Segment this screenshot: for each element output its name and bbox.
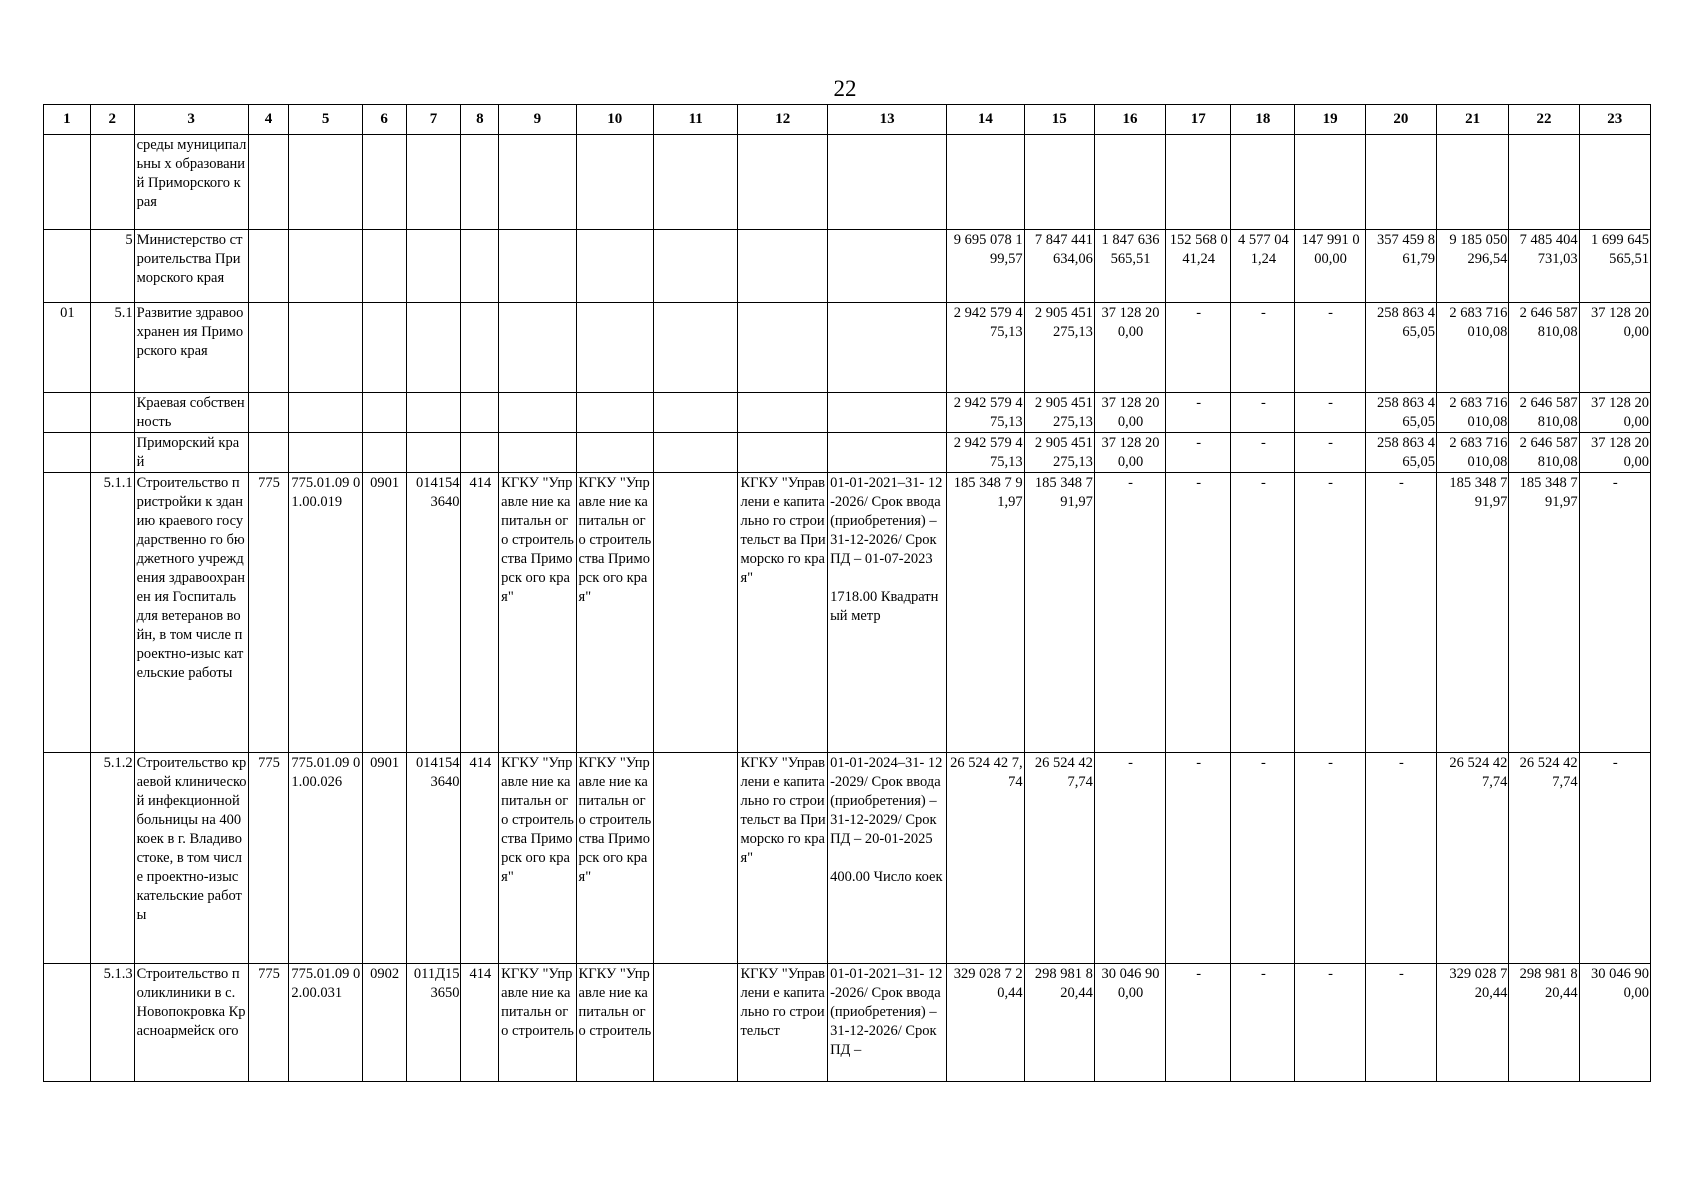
table-cell-col-18: - (1231, 393, 1295, 433)
table-cell-col-9 (499, 393, 576, 433)
column-header-15: 15 (1024, 105, 1094, 135)
table-cell-col-8 (461, 135, 499, 230)
table-cell-col-23 (1579, 135, 1650, 230)
table-cell-col-4 (248, 393, 289, 433)
table-cell-col-8: 414 (461, 473, 499, 753)
column-header-16: 16 (1094, 105, 1165, 135)
table-cell-col-21: 9 185 050 296,54 (1437, 230, 1509, 303)
table-cell-col-8 (461, 303, 499, 393)
table-row (44, 964, 1651, 1082)
column-header-2: 2 (90, 105, 134, 135)
table-cell-col-9 (499, 135, 576, 230)
column-header-8: 8 (461, 105, 499, 135)
table-cell-col-6: 0901 (362, 753, 406, 964)
table-cell-col-7 (406, 230, 461, 303)
table-cell-col-5 (289, 135, 362, 230)
table-cell-col-3: Приморский край (134, 433, 248, 473)
table-cell-col-21: 185 348 7 91,97 (1437, 473, 1509, 753)
table-cell-col-15: 2 905 451 275,13 (1024, 303, 1094, 393)
table-cell-col-22: 7 485 404 731,03 (1509, 230, 1579, 303)
table-cell-col-5 (289, 433, 362, 473)
table-cell-col-18: - (1231, 303, 1295, 393)
table-cell-col-12 (738, 433, 828, 473)
table-cell-col-5: 775.01.09 02.00.031 (289, 964, 362, 1082)
table-cell-col-6 (362, 303, 406, 393)
table-cell-col-20 (1365, 135, 1436, 230)
table-cell-col-3: Развитие здравоохранен ия Приморского края (134, 303, 248, 393)
table-cell-col-22: 298 981 8 20,44 (1509, 964, 1579, 1082)
table-cell-col-19: - (1295, 753, 1365, 964)
table-cell-col-9 (499, 230, 576, 303)
table-cell-col-15 (1024, 135, 1094, 230)
table-cell-col-10 (576, 303, 653, 393)
column-header-21: 21 (1437, 105, 1509, 135)
table-cell-col-13 (828, 393, 947, 433)
column-header-6: 6 (362, 105, 406, 135)
table-cell-col-15: 185 348 7 91,97 (1024, 473, 1094, 753)
table-cell-col-14: 185 348 7 91,97 (947, 473, 1024, 753)
table-cell-col-7: 011Д15 3650 (406, 964, 461, 1082)
table-cell-col-12 (738, 230, 828, 303)
table-cell-col-13 (828, 433, 947, 473)
table-cell-col-22 (1509, 135, 1579, 230)
table-cell-col-19: - (1295, 433, 1365, 473)
table-cell-col-9: КГКУ "Управле ние капитальн ого строитель (499, 964, 576, 1082)
table-cell-col-23: - (1579, 473, 1650, 753)
table-cell-col-23: 37 128 20 0,00 (1579, 433, 1650, 473)
table-cell-col-11 (653, 303, 738, 393)
table-cell-col-17: - (1166, 303, 1231, 393)
table-cell-col-16: 37 128 20 0,00 (1094, 393, 1165, 433)
column-header-17: 17 (1166, 105, 1231, 135)
table-cell-col-20: 258 863 4 65,05 (1365, 393, 1436, 433)
table-cell-col-11 (653, 473, 738, 753)
table-cell-col-18: - (1231, 433, 1295, 473)
table-cell-col-20: - (1365, 964, 1436, 1082)
table-cell-col-17: - (1166, 753, 1231, 964)
column-header-9: 9 (499, 105, 576, 135)
table-cell-col-17: - (1166, 433, 1231, 473)
table-cell-col-1 (44, 433, 91, 473)
table-cell-col-8 (461, 393, 499, 433)
table-row (44, 303, 1651, 393)
table-cell-col-12 (738, 303, 828, 393)
table-cell-col-20: 357 459 8 61,79 (1365, 230, 1436, 303)
table-cell-col-7 (406, 135, 461, 230)
table-cell-col-13: 01-01-2024–31- 12-2029/ Срок ввода (приобретения) – 31-12-2029/ Срок ПД – 20-01-2025 400.00 Число коек (828, 753, 947, 964)
column-header-13: 13 (828, 105, 947, 135)
table-cell-col-11 (653, 135, 738, 230)
table-cell-col-10 (576, 230, 653, 303)
table-cell-col-13 (828, 135, 947, 230)
column-header-3: 3 (134, 105, 248, 135)
table-cell-col-17: - (1166, 473, 1231, 753)
table-cell-col-6 (362, 230, 406, 303)
table-cell-col-22: 2 646 587 810,08 (1509, 433, 1579, 473)
table-cell-col-23: 30 046 90 0,00 (1579, 964, 1650, 1082)
table-cell-col-4 (248, 433, 289, 473)
table-cell-col-6: 0901 (362, 473, 406, 753)
table-cell-col-12: КГКУ "Управлени е капитально го строительст ва Приморско го края" (738, 473, 828, 753)
table-cell-col-10 (576, 433, 653, 473)
table-cell-col-19 (1295, 135, 1365, 230)
table-cell-col-18: 4 577 04 1,24 (1231, 230, 1295, 303)
table-cell-col-4: 775 (248, 753, 289, 964)
table-cell-col-16: 30 046 90 0,00 (1094, 964, 1165, 1082)
table-cell-col-5 (289, 393, 362, 433)
table-cell-col-12: КГКУ "Управлени е капитально го строительст (738, 964, 828, 1082)
table-cell-col-15: 7 847 441 634,06 (1024, 230, 1094, 303)
page-number: 22 (833, 76, 857, 101)
table-cell-col-5 (289, 303, 362, 393)
table-cell-col-13: 01-01-2021–31- 12-2026/ Срок ввода (приобретения) – 31-12-2026/ Срок ПД – (828, 964, 947, 1082)
table-cell-col-1 (44, 135, 91, 230)
table-cell-col-8 (461, 433, 499, 473)
table-cell-col-21: 2 683 716 010,08 (1437, 303, 1509, 393)
table-cell-col-12: КГКУ "Управлени е капитально го строительст ва Приморско го края" (738, 753, 828, 964)
table-cell-col-21: 2 683 716 010,08 (1437, 393, 1509, 433)
table-cell-col-7: 014154 3640 (406, 473, 461, 753)
table-cell-col-16: - (1094, 473, 1165, 753)
table-cell-col-19: - (1295, 303, 1365, 393)
table-cell-col-3: среды муниципальны х образований Приморского края (134, 135, 248, 230)
table-cell-col-20: 258 863 4 65,05 (1365, 433, 1436, 473)
budget-table (43, 104, 1651, 1082)
table-cell-col-8: 414 (461, 753, 499, 964)
table-cell-col-23: 37 128 20 0,00 (1579, 303, 1650, 393)
table-cell-col-3: Строительство пристройки к зданию краевого государственно го бюджетного учреждения здравоохранен ия Госпиталь для ветеранов войн, в том числе проектно-изыс кательские работы (134, 473, 248, 753)
table-cell-col-16: - (1094, 753, 1165, 964)
table-cell-col-1 (44, 753, 91, 964)
table-cell-col-21 (1437, 135, 1509, 230)
table-cell-col-2: 5.1.2 (90, 753, 134, 964)
table-cell-col-22: 2 646 587 810,08 (1509, 393, 1579, 433)
table-cell-col-8: 414 (461, 964, 499, 1082)
table-cell-col-2: 5.1 (90, 303, 134, 393)
table-cell-col-23: 1 699 645 565,51 (1579, 230, 1650, 303)
table-row (44, 393, 1651, 433)
table-cell-col-22: 2 646 587 810,08 (1509, 303, 1579, 393)
table-cell-col-10: КГКУ "Управле ние капитальн ого строитель (576, 964, 653, 1082)
table-cell-col-19: - (1295, 473, 1365, 753)
table-cell-col-1: 01 (44, 303, 91, 393)
table-cell-col-4 (248, 135, 289, 230)
table-cell-col-17 (1166, 135, 1231, 230)
table-cell-col-2 (90, 135, 134, 230)
table-cell-col-15: 298 981 8 20,44 (1024, 964, 1094, 1082)
table-cell-col-3: Министерство строительства Приморского края (134, 230, 248, 303)
table-cell-col-15: 2 905 451 275,13 (1024, 393, 1094, 433)
table-row (44, 473, 1651, 753)
table-cell-col-8 (461, 230, 499, 303)
table-cell-col-14: 2 942 579 475,13 (947, 433, 1024, 473)
table-cell-col-21: 2 683 716 010,08 (1437, 433, 1509, 473)
table-cell-col-10: КГКУ "Управле ние капитальн ого строитель ства Приморск ого края" (576, 473, 653, 753)
column-header-23: 23 (1579, 105, 1650, 135)
table-cell-col-14: 26 524 42 7,74 (947, 753, 1024, 964)
column-header-18: 18 (1231, 105, 1295, 135)
table-cell-col-11 (653, 393, 738, 433)
table-cell-col-21: 329 028 7 20,44 (1437, 964, 1509, 1082)
table-cell-col-22: 26 524 42 7,74 (1509, 753, 1579, 964)
table-cell-col-3: Краевая собственность (134, 393, 248, 433)
table-cell-col-5 (289, 230, 362, 303)
column-header-4: 4 (248, 105, 289, 135)
table-cell-col-3: Строительство поликлиники в с. Новопокровка Красноармейск ого (134, 964, 248, 1082)
table-cell-col-17: - (1166, 393, 1231, 433)
table-cell-col-16: 1 847 636 565,51 (1094, 230, 1165, 303)
table-cell-col-20: - (1365, 473, 1436, 753)
table-cell-col-20: - (1365, 753, 1436, 964)
table-cell-col-7 (406, 433, 461, 473)
table-cell-col-14: 2 942 579 475,13 (947, 393, 1024, 433)
table-cell-col-23: - (1579, 753, 1650, 964)
column-header-10: 10 (576, 105, 653, 135)
table-cell-col-18: - (1231, 753, 1295, 964)
table-cell-col-6 (362, 135, 406, 230)
table-cell-col-9: КГКУ "Управле ние капитальн ого строитель ства Приморск ого края" (499, 753, 576, 964)
table-cell-col-16: 37 128 20 0,00 (1094, 433, 1165, 473)
table-cell-col-2: 5.1.3 (90, 964, 134, 1082)
table-cell-col-1 (44, 393, 91, 433)
table-cell-col-5: 775.01.09 01.00.026 (289, 753, 362, 964)
column-header-7: 7 (406, 105, 461, 135)
header-row (44, 105, 1651, 135)
table-cell-col-7: 014154 3640 (406, 753, 461, 964)
table-cell-col-7 (406, 303, 461, 393)
table-cell-col-14 (947, 135, 1024, 230)
table-cell-col-5: 775.01.09 01.00.019 (289, 473, 362, 753)
table-cell-col-2 (90, 393, 134, 433)
table-cell-col-20: 258 863 4 65,05 (1365, 303, 1436, 393)
table-cell-col-4: 775 (248, 473, 289, 753)
table-cell-col-13 (828, 230, 947, 303)
column-header-20: 20 (1365, 105, 1436, 135)
table-cell-col-13: 01-01-2021–31- 12-2026/ Срок ввода (приобретения) – 31-12-2026/ Срок ПД – 01-07-2023 1718.00 Квадратный метр (828, 473, 947, 753)
table-cell-col-12 (738, 135, 828, 230)
table-cell-col-4: 775 (248, 964, 289, 1082)
table-cell-col-10 (576, 393, 653, 433)
table-cell-col-17: - (1166, 964, 1231, 1082)
column-header-19: 19 (1295, 105, 1365, 135)
table-cell-col-11 (653, 433, 738, 473)
table-cell-col-16: 37 128 20 0,00 (1094, 303, 1165, 393)
table-cell-col-9: КГКУ "Управле ние капитальн ого строитель ства Приморск ого края" (499, 473, 576, 753)
table-cell-col-14: 9 695 078 199,57 (947, 230, 1024, 303)
table-cell-col-9 (499, 433, 576, 473)
table-cell-col-16 (1094, 135, 1165, 230)
table-cell-col-19: - (1295, 964, 1365, 1082)
table-cell-col-2: 5.1.1 (90, 473, 134, 753)
column-header-11: 11 (653, 105, 738, 135)
column-header-1: 1 (44, 105, 91, 135)
table-cell-col-2 (90, 433, 134, 473)
table-cell-col-4 (248, 230, 289, 303)
table-cell-col-14: 329 028 7 20,44 (947, 964, 1024, 1082)
column-header-22: 22 (1509, 105, 1579, 135)
table-cell-col-23: 37 128 20 0,00 (1579, 393, 1650, 433)
table-cell-col-15: 2 905 451 275,13 (1024, 433, 1094, 473)
table-cell-col-1 (44, 230, 91, 303)
column-header-5: 5 (289, 105, 362, 135)
table-cell-col-19: 147 991 0 00,00 (1295, 230, 1365, 303)
column-header-14: 14 (947, 105, 1024, 135)
table-cell-col-11 (653, 964, 738, 1082)
table-cell-col-17: 152 568 041,24 (1166, 230, 1231, 303)
table-cell-col-12 (738, 393, 828, 433)
table-cell-col-11 (653, 230, 738, 303)
table-cell-col-1 (44, 964, 91, 1082)
table-cell-col-1 (44, 473, 91, 753)
column-header-12: 12 (738, 105, 828, 135)
table-cell-col-10 (576, 135, 653, 230)
table-cell-col-13 (828, 303, 947, 393)
table-cell-col-18: - (1231, 473, 1295, 753)
table-row (44, 135, 1651, 230)
table-cell-col-18 (1231, 135, 1295, 230)
table-cell-col-10: КГКУ "Управле ние капитальн ого строитель ства Приморск ого края" (576, 753, 653, 964)
table-row (44, 433, 1651, 473)
table-cell-col-6 (362, 433, 406, 473)
table-cell-col-9 (499, 303, 576, 393)
table-cell-col-3: Строительство краевой клинической инфекционной больницы на 400 коек в г. Владивостоке, в том числе проектно-изыс кательские работы (134, 753, 248, 964)
table-cell-col-19: - (1295, 393, 1365, 433)
table-row (44, 230, 1651, 303)
table-cell-col-7 (406, 393, 461, 433)
table-cell-col-14: 2 942 579 475,13 (947, 303, 1024, 393)
table-cell-col-15: 26 524 42 7,74 (1024, 753, 1094, 964)
table-cell-col-6: 0902 (362, 964, 406, 1082)
table-cell-col-11 (653, 753, 738, 964)
table-cell-col-4 (248, 303, 289, 393)
table-cell-col-6 (362, 393, 406, 433)
table-cell-col-22: 185 348 7 91,97 (1509, 473, 1579, 753)
table-cell-col-18: - (1231, 964, 1295, 1082)
table-cell-col-21: 26 524 42 7,74 (1437, 753, 1509, 964)
table-row (44, 753, 1651, 964)
table-cell-col-2: 5 (90, 230, 134, 303)
